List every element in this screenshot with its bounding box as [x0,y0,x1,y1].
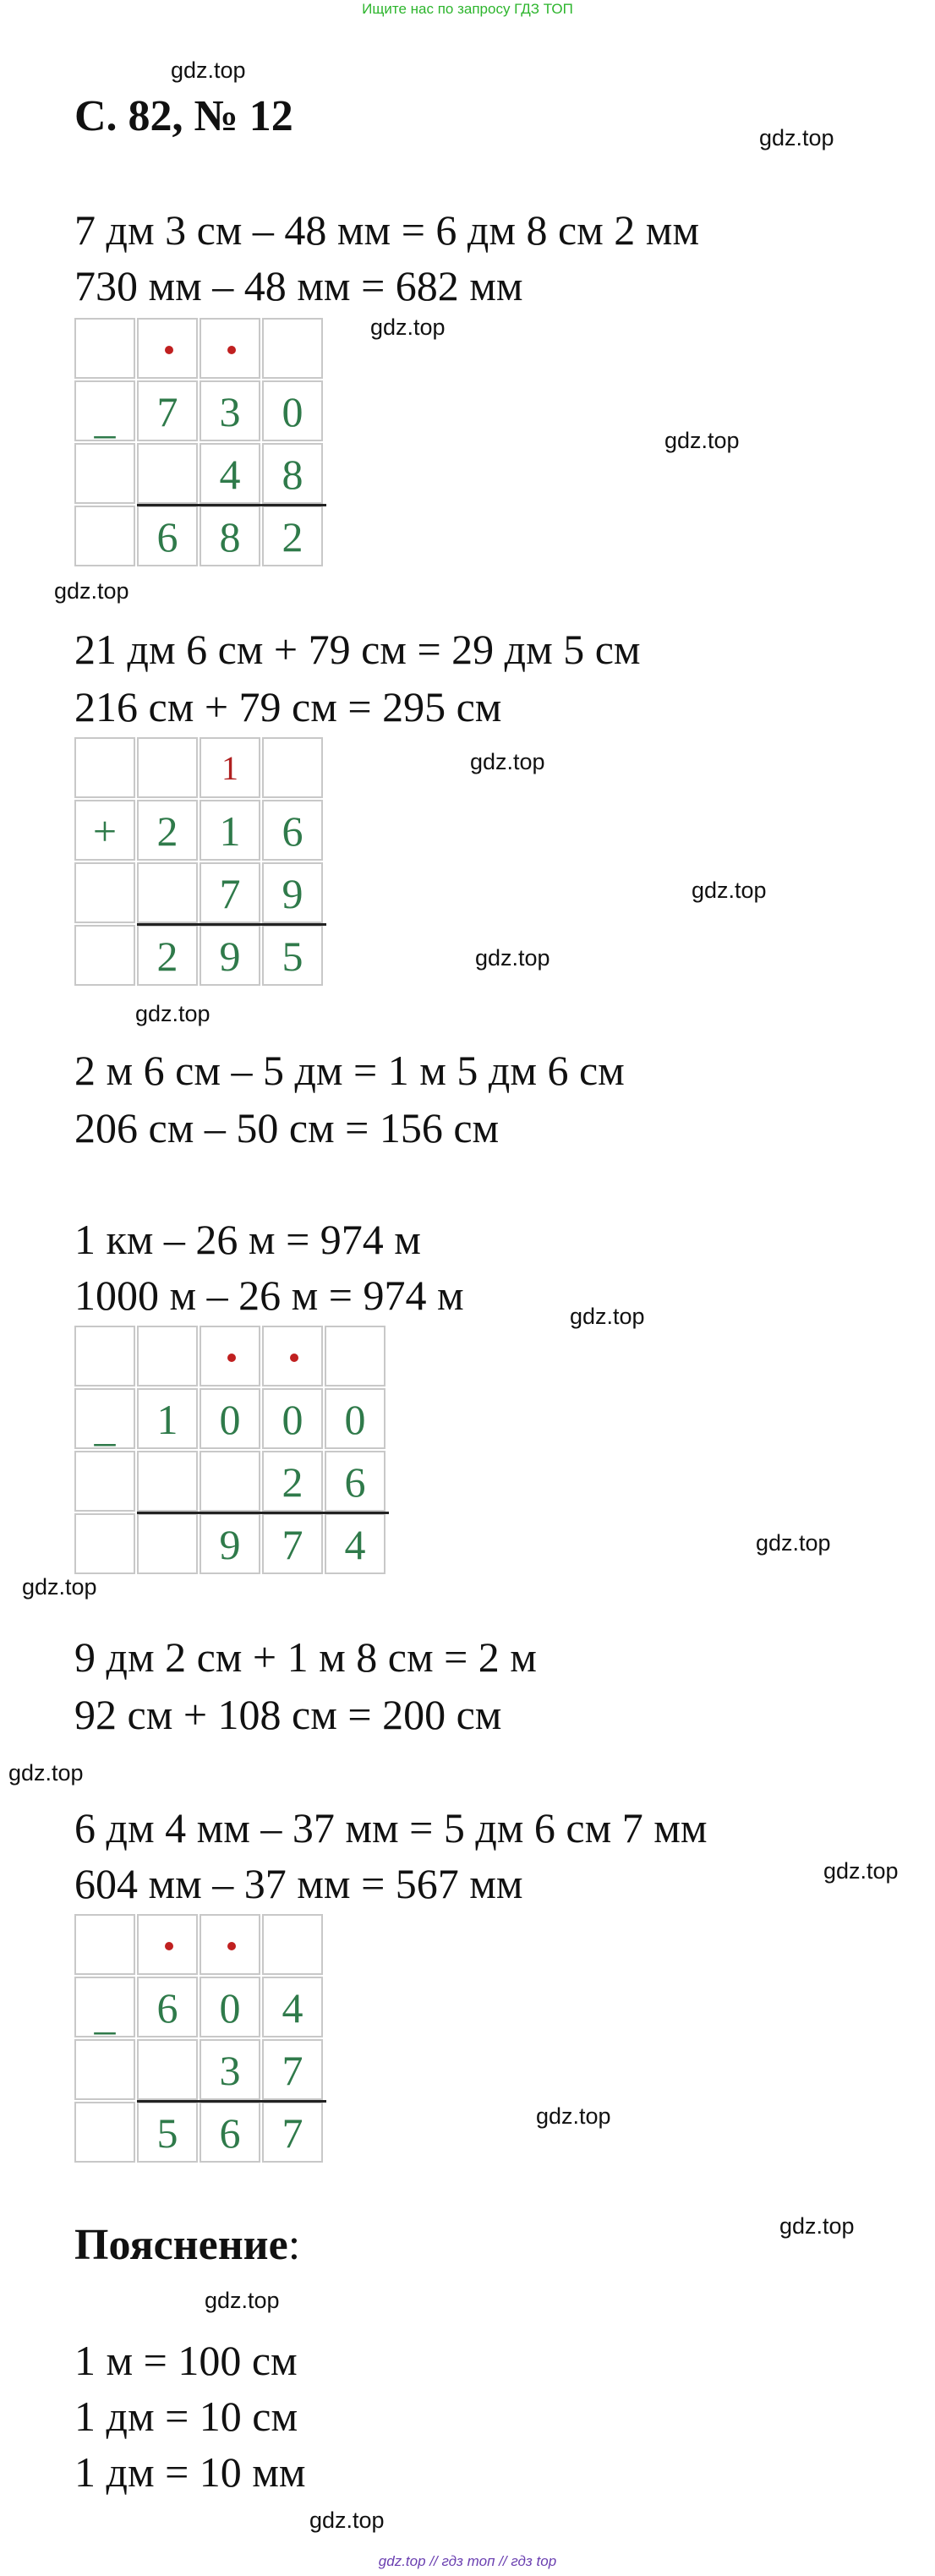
carry-digit: 1 [200,737,260,798]
equation-line: 9 дм 2 см + 1 м 8 см = 2 м [74,1633,537,1681]
watermark: gdz.top [22,1574,97,1600]
equation-line: 7 дм 3 см – 48 мм = 6 дм 8 см 2 мм [74,206,700,254]
watermark: gdz.top [205,2288,280,2313]
minus-sign: – [74,1977,135,2037]
explanation-colon: : [287,2221,301,2269]
equation-line: 604 мм – 37 мм = 567 мм [74,1860,523,1907]
digit-cell: 6 [137,506,198,566]
plus-sign: + [74,800,135,861]
digit-cell: 1 [200,800,260,861]
empty-cell [74,862,135,923]
digit-cell: 2 [262,506,323,566]
borrow-dot [200,1326,260,1386]
digit-cell: 0 [200,1977,260,2037]
equation-line: 216 см + 79 см = 295 см [74,683,502,730]
watermark: gdz.top [171,57,246,83]
digit-cell: 4 [200,443,260,504]
watermark: gdz.top [779,2213,855,2239]
empty-cell [74,1451,135,1512]
empty-cell [74,737,135,798]
watermark: gdz.top [470,749,545,774]
page-title: С. 82, № 12 [74,92,293,140]
watermark: gdz.top [8,1760,84,1786]
digit-cell: 7 [262,1513,323,1574]
digit-cell: 6 [137,1977,198,2037]
explanation-title [74,2220,300,2270]
empty-cell [74,2102,135,2163]
empty-cell [74,1513,135,1574]
borrow-dot [137,318,198,379]
equation-line: 1 км – 26 м = 974 м [74,1216,421,1263]
digit-cell: 0 [262,380,323,441]
empty-cell [325,1326,385,1386]
watermark: gdz.top [135,1001,211,1026]
empty-cell [200,1451,260,1512]
digit-cell: 8 [200,506,260,566]
digit-cell: 3 [200,2039,260,2100]
digit-cell: 7 [200,862,260,923]
empty-cell [74,443,135,504]
watermark: gdz.top [54,578,129,604]
empty-cell [74,2039,135,2100]
digit-cell: 9 [200,925,260,986]
empty-cell [74,925,135,986]
explanation-line: 1 дм = 10 мм [74,2448,306,2496]
digit-cell: 2 [137,800,198,861]
top-banner[interactable]: Ищите нас по запросу ГДЗ ТОП [362,1,573,17]
digit-cell: 4 [262,1977,323,2037]
watermark: gdz.top [536,2103,611,2129]
digit-cell: 0 [200,1388,260,1449]
equation-line: 1000 м – 26 м = 974 м [74,1272,464,1319]
digit-cell: 5 [262,925,323,986]
watermark: gdz.top [309,2508,385,2533]
digit-cell: 4 [325,1513,385,1574]
result-underline [137,504,326,506]
equation-line: 730 мм – 48 мм = 682 мм [74,262,523,309]
empty-cell [262,737,323,798]
digit-cell: 0 [262,1388,323,1449]
watermark: gdz.top [664,428,740,453]
watermark: gdz.top [475,945,550,971]
digit-cell: 1 [137,1388,198,1449]
empty-cell [137,2039,198,2100]
empty-cell [137,862,198,923]
empty-cell [74,506,135,566]
empty-cell [137,443,198,504]
result-underline [137,2100,326,2103]
watermark: gdz.top [759,125,834,150]
equation-line: 206 см – 50 см = 156 см [74,1104,500,1151]
result-underline [137,1512,389,1514]
equation-line: 2 м 6 см – 5 дм = 1 м 5 дм 6 см [74,1047,625,1094]
empty-cell [74,1326,135,1386]
digit-cell: 0 [325,1388,385,1449]
digit-cell: 8 [262,443,323,504]
digit-cell: 6 [200,2102,260,2163]
watermark: gdz.top [370,314,446,340]
empty-cell [262,318,323,379]
digit-cell: 2 [137,925,198,986]
explanation-heading: Пояснение [74,2221,288,2269]
watermark: gdz.top [756,1530,831,1556]
result-underline [137,923,326,926]
watermark: gdz.top [823,1858,899,1884]
empty-cell [137,737,198,798]
borrow-dot [200,318,260,379]
bottom-banner[interactable]: gdz.top // гдз топ // гдз top [378,2553,557,2569]
equation-line: 92 см + 108 см = 200 см [74,1691,502,1738]
empty-cell [262,1914,323,1975]
explanation-line: 1 м = 100 см [74,2337,298,2384]
watermark: gdz.top [570,1304,645,1329]
borrow-dot [137,1914,198,1975]
empty-cell [137,1451,198,1512]
empty-cell [137,1326,198,1386]
explanation-line: 1 дм = 10 см [74,2393,298,2440]
empty-cell [74,1914,135,1975]
digit-cell: 9 [200,1513,260,1574]
digit-cell: 3 [200,380,260,441]
digit-cell: 5 [137,2102,198,2163]
digit-cell: 7 [137,380,198,441]
digit-cell: 9 [262,862,323,923]
digit-cell: 6 [262,800,323,861]
borrow-dot [262,1326,323,1386]
digit-cell: 6 [325,1451,385,1512]
empty-cell [74,318,135,379]
watermark: gdz.top [692,878,767,903]
empty-cell [137,1513,198,1574]
digit-cell: 7 [262,2102,323,2163]
borrow-dot [200,1914,260,1975]
digit-cell: 2 [262,1451,323,1512]
minus-sign: – [74,1388,135,1449]
digit-cell: 7 [262,2039,323,2100]
equation-line: 6 дм 4 мм – 37 мм = 5 дм 6 см 7 мм [74,1804,708,1851]
equation-line: 21 дм 6 см + 79 см = 29 дм 5 см [74,626,641,673]
minus-sign: – [74,380,135,441]
